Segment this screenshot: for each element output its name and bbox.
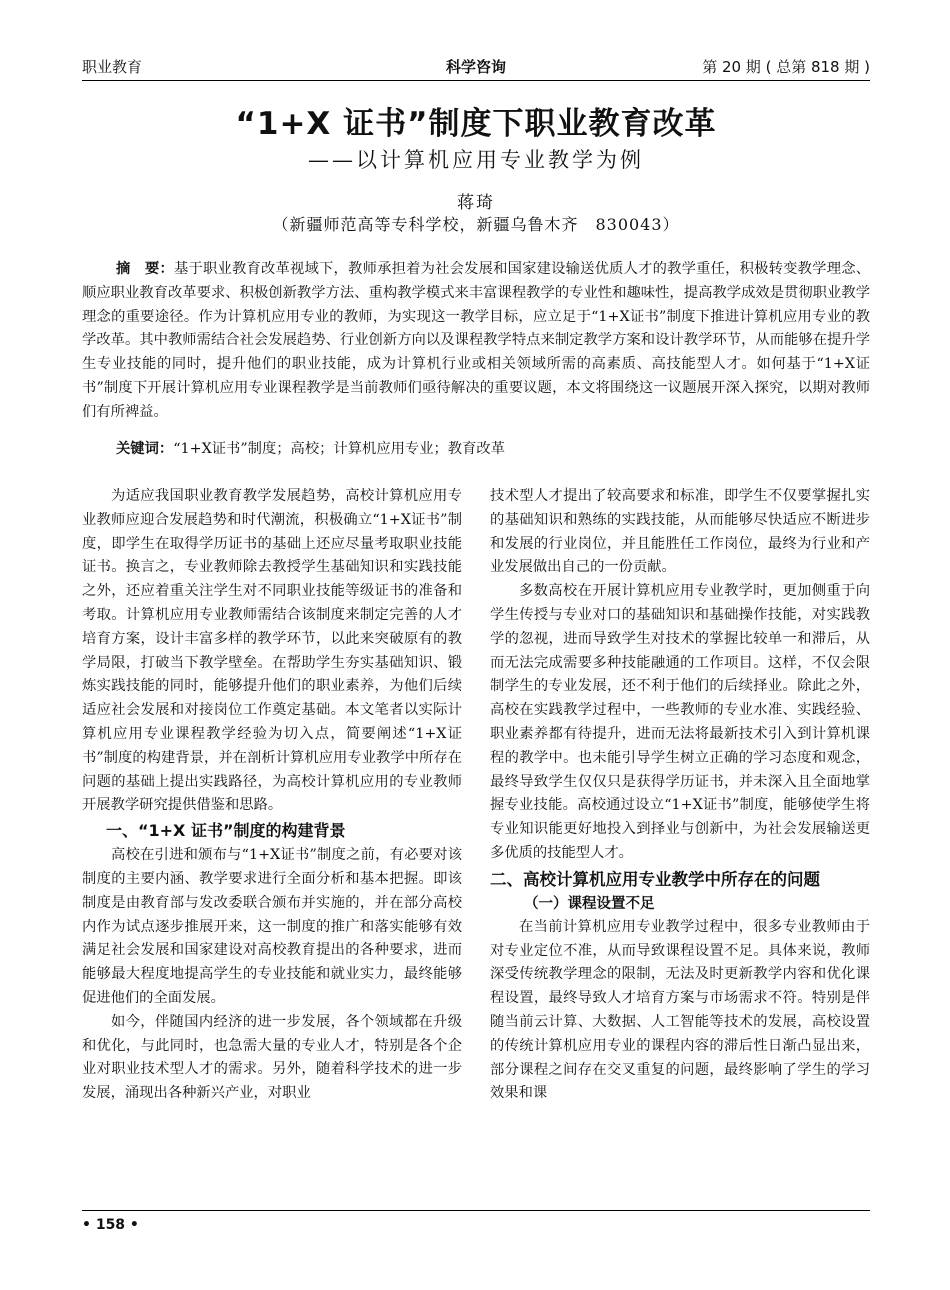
article-title: “1+X 证书”制度下职业教育改革 <box>235 106 717 142</box>
abstract-label: 摘 要： <box>116 261 175 277</box>
body-paragraph: 如今，伴随国内经济的进一步发展，各个领域都在升级和优化，与此同时，也急需大量的专业人才，特别是各个企业对职业技术型人才的需求。另外，随着科学技术的进一步发展，涌现出各种新兴产业，对职业 <box>82 1013 462 1102</box>
body-paragraph: 技术型人才提出了较高要求和标准，即学生不仅要掌握扎实的基础知识和熟练的实践技能，从而能够尽快适应不断进步和发展的行业岗位，并且能胜任工作岗位，最终为行业和产业发展做出自己的一份贡献。 <box>490 488 870 576</box>
article-affiliation: （新疆师范高等专科学校，新疆乌鲁木齐 830043） <box>272 215 680 234</box>
abstract-text: 基于职业教育改革视域下，教师承担着为社会发展和国家建设输送优质人才的教学重任，积极转变教学理念、顺应职业教育改革要求、积极创新教学方法、重构教学模式来丰富课程教学的专业性和趣味性，提高教学成效是贯彻职业教学理念的重要途径。作为计算机应用专业的教师，为实现这一教学目标，应立足于“1+X证书”制度下推进计算机应用专业的教学改革。其中教师需结合社会发展趋势、行业创新方向以及课程教学特点来制定教学方案和设计教学环节，从而能够在提升学生专业技能的同时，提升他们的职业技能，成为计算机行业或相关领域所需的高素质、高技能型人才。如何基于“1+X证书”制度下开展计算机应用专业课程教学是当前教师们亟待解决的重要议题，本文将围绕这一议题展开深入探究，以期对教师们有所裨益。 <box>82 261 870 420</box>
body-column-left <box>82 485 462 1106</box>
footer-rule <box>82 1210 870 1211</box>
body-paragraph: 多数高校在开展计算机应用专业教学时，更加侧重于向学生传授与专业对口的基础知识和基础操作技能，对实践教学的忽视，进而导致学生对技术的掌握比较单一和滞后，从而无法完成需要多种技能融通的工作项目。这样，不仅会限制学生的专业发展，还不利于他们的后续择业。除此之外，高校在实践教学过程中，一些教师的专业水准、实践经验、职业素养都有待提升，进而无法将最新技术引入到计算机课程的教学中。也未能引导学生树立正确的学习态度和观念，最终导致学生仅仅只是获得学历证书，并未深入且全面地掌握专业技能。高校通过设立“1+X证书”制度，能够使学生将专业知识能更好地投入到择业与创新中，为社会发展输送更多优质的技能型人才。 <box>490 583 870 861</box>
subsection-heading-1: （一）课程设置不足 <box>524 895 655 912</box>
article-subtitle: ——以计算机应用专业教学为例 <box>308 148 644 172</box>
article-author: 蒋琦 <box>457 193 495 213</box>
header-rule <box>82 80 870 81</box>
body-paragraph: 在当前计算机应用专业教学过程中，很多专业教师由于对专业定位不准，从而导致课程设置不足。具体来说，教师深受传统教学理念的限制，无法及时更新教学内容和优化课程设置，最终导致人才培育方案与市场需求不符。特别是伴随当前云计算、大数据、人工智能等技术的发展，高校设置的传统计算机应用专业的课程内容的滞后性日渐凸显出来，部分课程之间存在交叉重复的问题，最终影响了学生的学习效果和课 <box>490 918 870 1102</box>
body-column-right <box>490 485 870 1106</box>
section-heading-1: 一、“1+X 证书”制度的构建背景 <box>106 821 346 841</box>
keywords-label: 关键词： <box>116 441 174 457</box>
section-heading-2: 二、高校计算机应用专业教学中所存在的问题 <box>490 869 820 889</box>
page-number: • 158 • <box>82 1217 139 1233</box>
abstract <box>82 258 870 425</box>
header-issue: 第 20 期 ( 总第 818 期 ) <box>702 58 870 76</box>
body-paragraph: 高校在引进和颁布与“1+X证书”制度之前，有必要对该制度的主要内涵、教学要求进行全面分析和基本把握。即该制度是由教育部与发改委联合颁布并实施的，并在部分高校内作为试点逐步推展开来，这一制度的推广和落实能够有效满足社会发展和国家建设对高校教育提出的各种要求，进而能够最大程度地提高学生的专业技能和就业实力，最终能够促进他们的全面发展。 <box>82 847 462 1006</box>
keywords <box>116 438 870 462</box>
body-paragraph: 为适应我国职业教育教学发展趋势，高校计算机应用专业教师应迎合发展趋势和时代潮流，积极确立“1+X证书”制度，即学生在取得学历证书的基础上还应尽量考取职业技能证书。换言之，专业教师除去教授学生基础知识和实践技能之外，还应着重关注学生对不同职业技能等级证书的准备和考取。计算机应用专业教师需结合该制度来制定完善的人才培育方案，设计丰富多样的教学环节，以此来突破原有的教学局限，打破当下教学壁垒。在帮助学生夯实基础知识、锻炼实践技能的同时，能够提升他们的职业素养，为他们后续适应社会发展和对接岗位工作奠定基础。本文笔者以实际计算机应用专业课程教学经验为切入点，简要阐述“1+X证书”制度的构建背景，并在剖析计算机应用专业教学中所存在问题的基础上提出实践路径，为高校计算机应用的专业教师开展教学研究提供借鉴和思路。 <box>82 488 462 814</box>
header-section: 职业教育 <box>82 58 143 76</box>
header-journal-name: 科学咨询 <box>445 58 506 76</box>
running-header <box>82 54 870 80</box>
keywords-text: “1+X证书”制度；高校；计算机应用专业；教育改革 <box>173 441 505 457</box>
